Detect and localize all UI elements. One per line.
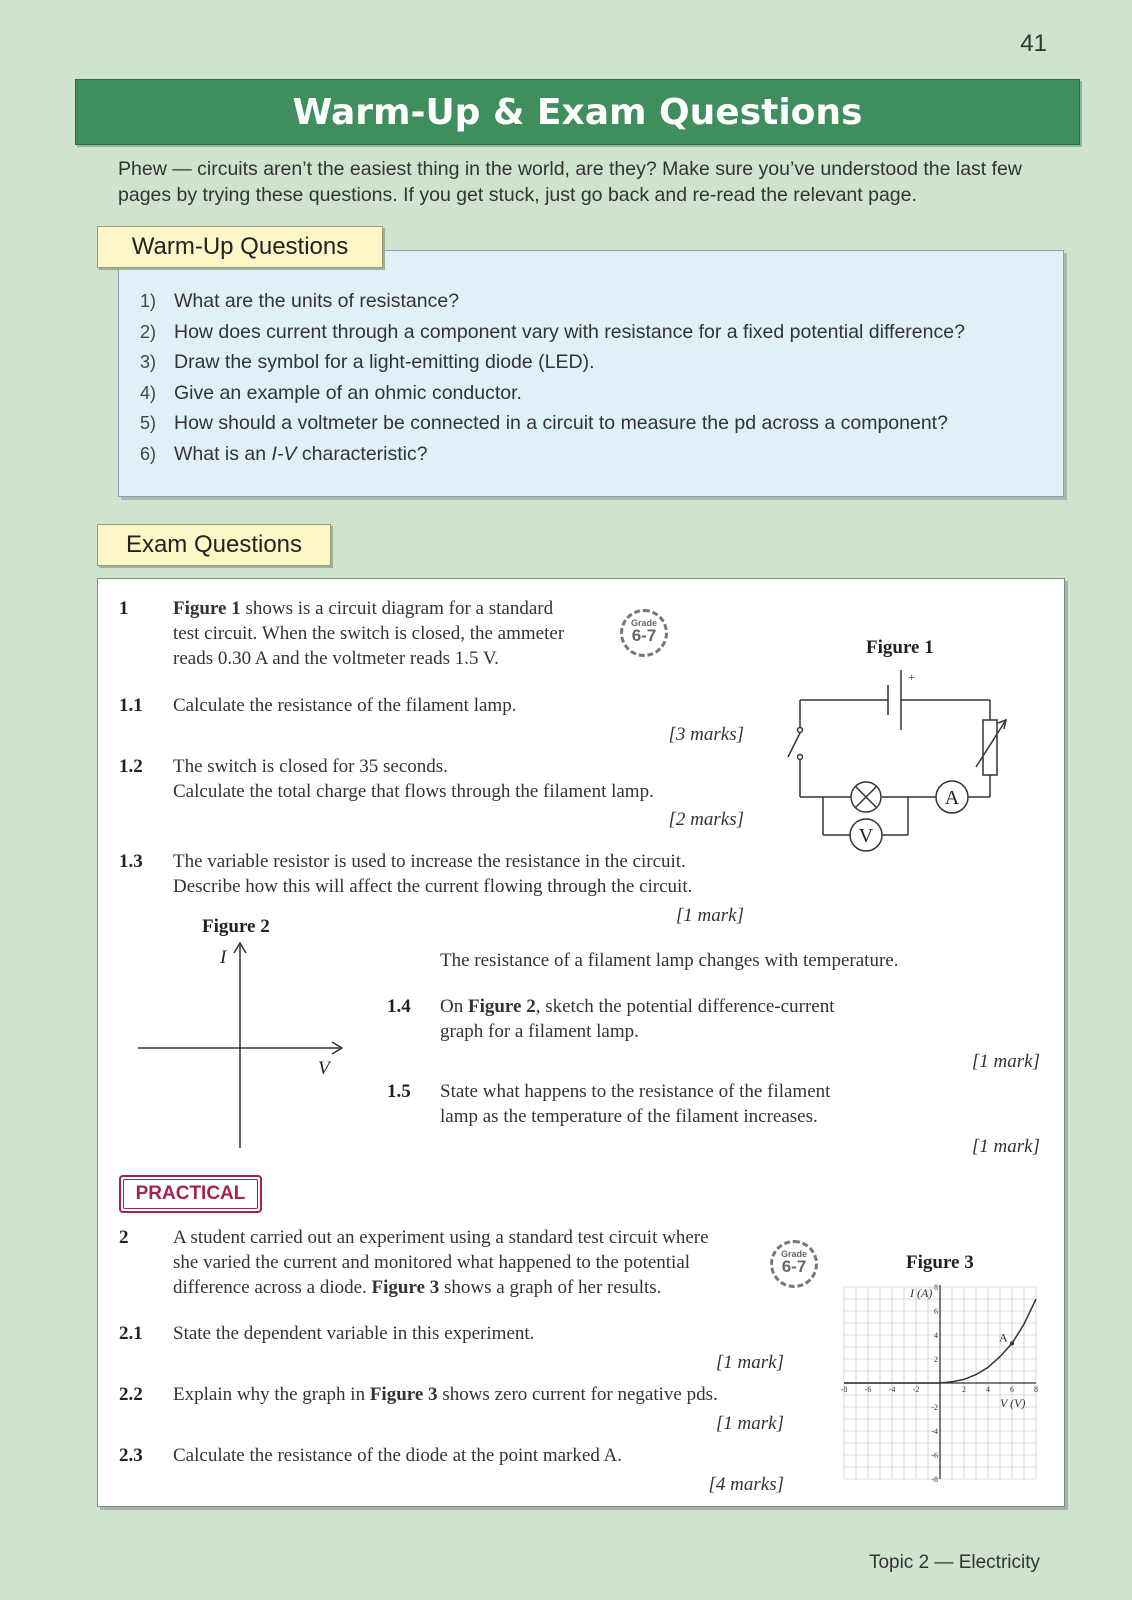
warmup-question: 6) What is an I-V characteristic? xyxy=(140,442,428,465)
question-number: 1.4 xyxy=(387,996,411,1017)
figure3-chart xyxy=(840,1283,1040,1483)
warmup-question: 3) Draw the symbol for a light-emitting diode (LED). xyxy=(140,351,595,373)
warmup-list xyxy=(140,290,965,473)
question-text: On Figure 2, sketch the potential difference-current graph for a filament lamp. xyxy=(440,996,835,1042)
x-tick-label: 8 xyxy=(1034,1385,1038,1394)
x-tick-label: 4 xyxy=(986,1385,990,1394)
question-text: Calculate the resistance of the diode at the point marked A. xyxy=(173,1445,622,1466)
warmup-question: 4) Give an example of an ohmic conductor. xyxy=(140,381,522,404)
question-text: State the dependent variable in this experiment. xyxy=(173,1323,535,1344)
question-number: 2.2 xyxy=(119,1384,143,1405)
y-tick-label: 4 xyxy=(934,1331,938,1340)
marks: [2 marks] xyxy=(668,809,744,830)
y-axis-label: I (A) xyxy=(910,1286,933,1300)
marked-point-A xyxy=(1010,1341,1014,1345)
question-number: 1.3 xyxy=(119,851,143,872)
grade-badge: Grade 6-7 xyxy=(770,1240,818,1288)
warmup-question: 2) How does current through a component vary with resistance for a fixed potential difference? xyxy=(140,320,965,343)
marks: [1 mark] xyxy=(971,1136,1040,1157)
switch-symbol xyxy=(788,733,800,757)
question-text: Calculate the resistance of the filament lamp. xyxy=(173,695,517,716)
figure2-x-label: V xyxy=(318,1058,330,1079)
x-tick-label: -4 xyxy=(888,1385,896,1394)
y-tick-label: 6 xyxy=(934,1307,938,1316)
x-tick-label: 2 xyxy=(962,1385,966,1394)
y-tick-label: -8 xyxy=(931,1475,938,1483)
marks: [3 marks] xyxy=(668,724,744,745)
x-tick-label: -6 xyxy=(864,1385,872,1394)
y-tick-label: -6 xyxy=(931,1451,938,1460)
question-text: A student carried out an experiment using a standard test circuit where she varied the current and monitored what happened to the potential difference across a diode. Figure 3 shows a graph of her results. xyxy=(173,1227,709,1298)
question-number: 1.2 xyxy=(119,756,143,777)
variable-resistor xyxy=(983,720,997,775)
figure2-label: Figure 2 xyxy=(202,916,270,937)
exam-heading: Exam Questions xyxy=(97,524,331,566)
question-text: State what happens to the resistance of the filament lamp as the temperature of the filament increases. xyxy=(440,1081,831,1127)
marked-point-label: A xyxy=(999,1330,1008,1345)
figure2-y-label: I xyxy=(220,947,227,968)
x-tick-label: 6 xyxy=(1010,1385,1014,1394)
voltmeter-label: V xyxy=(858,825,874,847)
warmup-heading: Warm-Up Questions xyxy=(97,226,383,268)
page-title: Warm-Up & Exam Questions xyxy=(292,91,863,133)
figure1-circuit-diagram xyxy=(780,665,1030,855)
figure1-label: Figure 1 xyxy=(866,637,934,658)
figure2-axes xyxy=(130,940,350,1155)
y-tick-label: -2 xyxy=(931,1403,938,1412)
warmup-question: 1) What are the units of resistance? xyxy=(140,290,460,312)
y-tick-label: -4 xyxy=(931,1427,938,1436)
marks: [4 marks] xyxy=(708,1474,784,1495)
lamp-note: The resistance of a filament lamp changes with temperature. xyxy=(440,950,899,971)
grade-badge: Grade 6-7 xyxy=(620,609,668,657)
warmup-question: 5) How should a voltmeter be connected in a circuit to measure the pd across a component? xyxy=(140,412,948,434)
question-text: Figure 1 shows is a circuit diagram for a standard test circuit. When the switch is closed, the ammeter reads 0.30 A and the voltmeter reads 1.5 V. xyxy=(173,598,565,669)
y-tick-label: 8 xyxy=(934,1283,938,1292)
marks: [1 mark] xyxy=(715,1352,784,1373)
question-number: 1.5 xyxy=(387,1081,411,1102)
marks: [1 mark] xyxy=(715,1413,784,1434)
intro-text: Phew — circuits aren’t the easiest thing in the world, are they? Make sure you’ve understood the last few pages by trying these questions. If you get stuck, just go back and re-read the relevant page. xyxy=(118,158,1022,206)
question-number: 1.1 xyxy=(119,695,143,716)
x-tick-label: -8 xyxy=(840,1385,848,1394)
question-number: 2 xyxy=(119,1227,129,1248)
ammeter-label: A xyxy=(944,787,960,809)
marks: [1 mark] xyxy=(675,905,744,926)
page-number: 41 xyxy=(1020,30,1047,57)
footer-topic: Topic 2 — Electricity xyxy=(868,1552,1040,1573)
x-tick-label: -2 xyxy=(912,1385,920,1394)
x-axis-label: V (V) xyxy=(1000,1396,1026,1410)
question-text: The switch is closed for 35 seconds. Calculate the total charge that flows through the filament lamp. xyxy=(173,756,654,802)
question-text: The variable resistor is used to increase the resistance in the circuit. Describe how this will affect the current flowing through the circuit. xyxy=(173,851,693,897)
question-number: 1 xyxy=(119,598,129,619)
title-banner xyxy=(75,79,1080,145)
question-number: 2.1 xyxy=(119,1323,143,1344)
cell-plus-label: + xyxy=(908,670,915,684)
marks: [1 mark] xyxy=(971,1051,1040,1072)
question-text: Explain why the graph in Figure 3 shows zero current for negative pds. xyxy=(173,1384,718,1405)
practical-badge: PRACTICAL xyxy=(119,1175,262,1213)
figure3-label: Figure 3 xyxy=(906,1252,974,1273)
question-number: 2.3 xyxy=(119,1445,143,1466)
y-tick-label: 2 xyxy=(934,1355,938,1364)
